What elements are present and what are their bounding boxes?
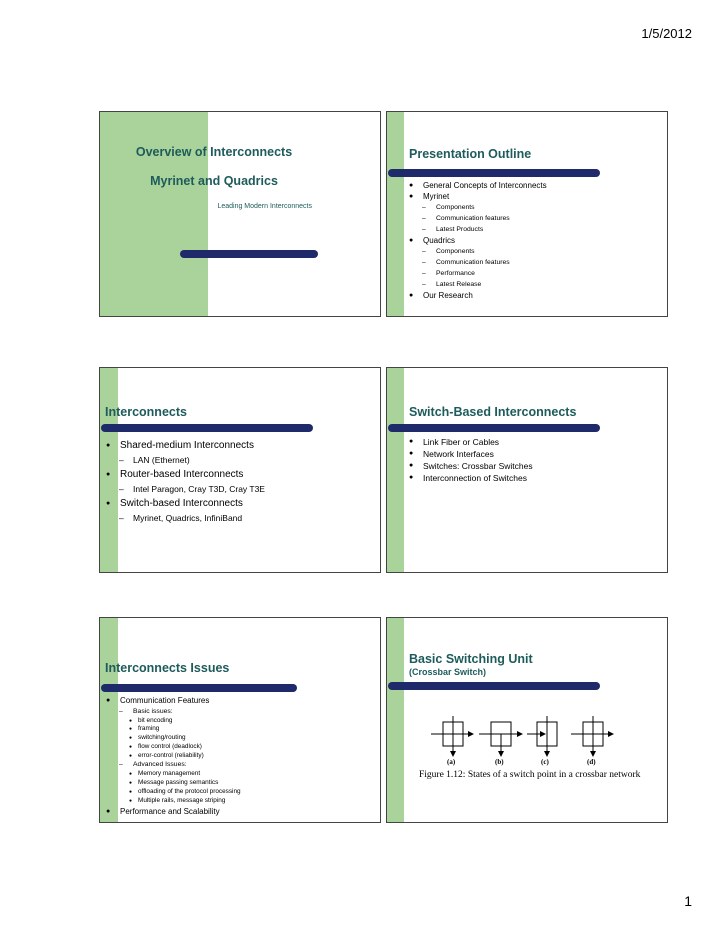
bullet-list bbox=[106, 438, 368, 525]
switch-state-d bbox=[571, 716, 613, 756]
switch-state-c bbox=[527, 716, 557, 756]
sub-bullet-item: – Components bbox=[422, 202, 659, 213]
bullet-item: ● Our Research bbox=[409, 290, 659, 301]
bullet-item: ● General Concepts of Interconnects bbox=[409, 180, 659, 191]
slide-title: Interconnects bbox=[105, 405, 187, 419]
slide-4 bbox=[386, 367, 668, 573]
sub-bullet-item: – Communication features bbox=[422, 257, 659, 268]
sub-bullet-item: – Basic issues: bbox=[119, 707, 368, 717]
figure-label-d: (d) bbox=[587, 758, 596, 766]
bullet-item: ● Shared-medium Interconnects bbox=[106, 438, 368, 453]
slide-5 bbox=[99, 617, 381, 823]
slide-accent-bar bbox=[387, 368, 404, 572]
sub-bullet-item: – Latest Products bbox=[422, 224, 659, 235]
sub-bullet-item: – Intel Paragon, Cray T3D, Cray T3E bbox=[119, 482, 368, 496]
slide-title: Interconnects Issues bbox=[105, 661, 230, 675]
bullet-item: ● Interconnection of Switches bbox=[409, 472, 659, 484]
figure-label-b: (b) bbox=[495, 758, 504, 766]
bullet-list bbox=[106, 695, 368, 817]
switch-state-b bbox=[479, 722, 522, 756]
sub-bullet-item: – Communication features bbox=[422, 213, 659, 224]
sub-bullet-item: – Myrinet, Quadrics, InfiniBand bbox=[119, 511, 368, 525]
slide-accent-bar bbox=[387, 618, 404, 822]
sub-bullet-item: – Performance bbox=[422, 268, 659, 279]
bullet-item: ● Switch-based Interconnects bbox=[106, 496, 368, 511]
slide-accent-bar bbox=[100, 112, 118, 316]
bullet-item: ● Link Fiber or Cables bbox=[409, 436, 659, 448]
sub-sub-bullet-item: ● Memory management bbox=[129, 770, 368, 779]
page-number: 1 bbox=[684, 893, 692, 909]
sub-bullet-item: – Components bbox=[422, 246, 659, 257]
sub-sub-bullet-item: ● bit encoding bbox=[129, 717, 368, 726]
slide-subtitle: (Crossbar Switch) bbox=[409, 667, 487, 677]
bullet-item: ● Communication Features bbox=[106, 695, 368, 707]
bullet-item: ● Router-based Interconnects bbox=[106, 467, 368, 482]
sub-sub-bullet-item: ● offloading of the protocol processing bbox=[129, 788, 368, 797]
slide-title-rule bbox=[101, 424, 313, 432]
slide-subtitle: Leading Modern Interconnects bbox=[217, 203, 312, 210]
slide-title-2: Myrinet and Quadrics bbox=[150, 174, 278, 188]
slide-title: Switch-Based Interconnects bbox=[409, 405, 577, 419]
bullet-list bbox=[409, 436, 659, 484]
slide-title-rule bbox=[388, 682, 600, 690]
bullet-item: ● Switches: Crossbar Switches bbox=[409, 460, 659, 472]
slide-accent-block bbox=[118, 112, 208, 316]
bullet-item: ● Network Interfaces bbox=[409, 448, 659, 460]
figure-label-c: (c) bbox=[541, 758, 549, 766]
slide-title: Overview of Interconnects bbox=[135, 145, 293, 159]
slide-6 bbox=[386, 617, 668, 823]
slide-1 bbox=[99, 111, 381, 317]
bullet-item: ● Performance and Scalability bbox=[106, 806, 368, 818]
slide-title: Basic Switching Unit bbox=[409, 652, 533, 666]
page-date: 1/5/2012 bbox=[641, 26, 692, 41]
sub-sub-bullet-item: ● flow control (deadlock) bbox=[129, 743, 368, 752]
bullet-item: ● Quadrics bbox=[409, 235, 659, 246]
bullet-item: ● Myrinet bbox=[409, 191, 659, 202]
switch-state-a bbox=[431, 716, 473, 756]
sub-bullet-item: – Latest Release bbox=[422, 279, 659, 290]
slide-title-rule bbox=[388, 169, 600, 177]
slide-title-rule bbox=[388, 424, 600, 432]
sub-sub-bullet-item: ● error-control (reliability) bbox=[129, 752, 368, 761]
outline-list bbox=[409, 180, 659, 301]
sub-sub-bullet-item: ● Message passing semantics bbox=[129, 779, 368, 788]
slide-title: Presentation Outline bbox=[409, 147, 532, 161]
slide-3 bbox=[99, 367, 381, 573]
slide-title-rule bbox=[180, 250, 318, 258]
slide-2 bbox=[386, 111, 668, 317]
sub-bullet-item: – LAN (Ethernet) bbox=[119, 453, 368, 467]
figure-label-a: (a) bbox=[447, 758, 456, 766]
slide-accent-bar bbox=[387, 112, 404, 316]
sub-bullet-item: – Advanced Issues: bbox=[119, 760, 368, 770]
figure-caption: Figure 1.12: States of a switch point in a crossbar network bbox=[419, 770, 641, 780]
sub-sub-bullet-item: ● Multiple rails, message striping bbox=[129, 797, 368, 806]
sub-sub-bullet-item: ● framing bbox=[129, 725, 368, 734]
slide-title-rule bbox=[101, 684, 297, 692]
sub-sub-bullet-item: ● switching/routing bbox=[129, 734, 368, 743]
